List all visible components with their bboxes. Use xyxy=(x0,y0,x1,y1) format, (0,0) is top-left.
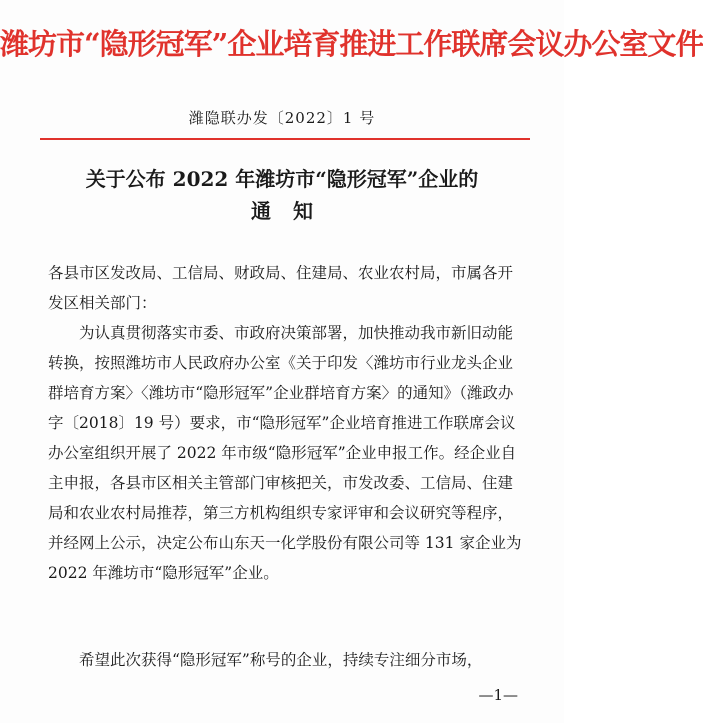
document-header-title: 潍坊市“隐形冠军”企业培育推进工作联席会议办公室文件 xyxy=(0,27,703,61)
document-number: 潍隐联办发〔2022〕1 号 xyxy=(188,109,376,127)
salutation-paragraph: 各县市区发改局、工信局、财政局、住建局、农业农村局，市属各开发区相关部门： xyxy=(48,264,514,312)
body-paragraph-2: 希望此次获得“隐形冠军”称号的企业，持续专注细分市场， xyxy=(79,651,483,669)
red-separator-line xyxy=(40,138,530,140)
page-number: —1— xyxy=(478,686,518,704)
body-paragraph-1: 为认真贯彻落实市委、市政府决策部署，加快推动我市新旧动能转换，按照潍坊市人民政府办公室《关于印发〈潍坊市行业龙头企业群培育方案〉〈潍坊市“隐形冠军”企业群培育方案〉的通知》（潍政办字〔2018〕19 号）要求，市“隐形冠军”企业培育推进工作联席会议办公室组织开展了 2022 年市级“隐形冠军”企业申报工作。经企业自主申报，各县市区相关主管部门审核把关，市发改委、工信局、住建局和农业农村局推荐，第三方机构组织专家评审和会议研究等程序，并经网上公示，决定公布山东天一化学股份有限公司等 131 家企业为 2022 年潍坊市“隐形冠军”企业。 xyxy=(48,324,522,582)
notice-title-line-1: 关于公布 2022 年潍坊市“隐形冠军”企业的 xyxy=(85,167,479,191)
notice-title-line-2: 通知 xyxy=(251,199,335,223)
